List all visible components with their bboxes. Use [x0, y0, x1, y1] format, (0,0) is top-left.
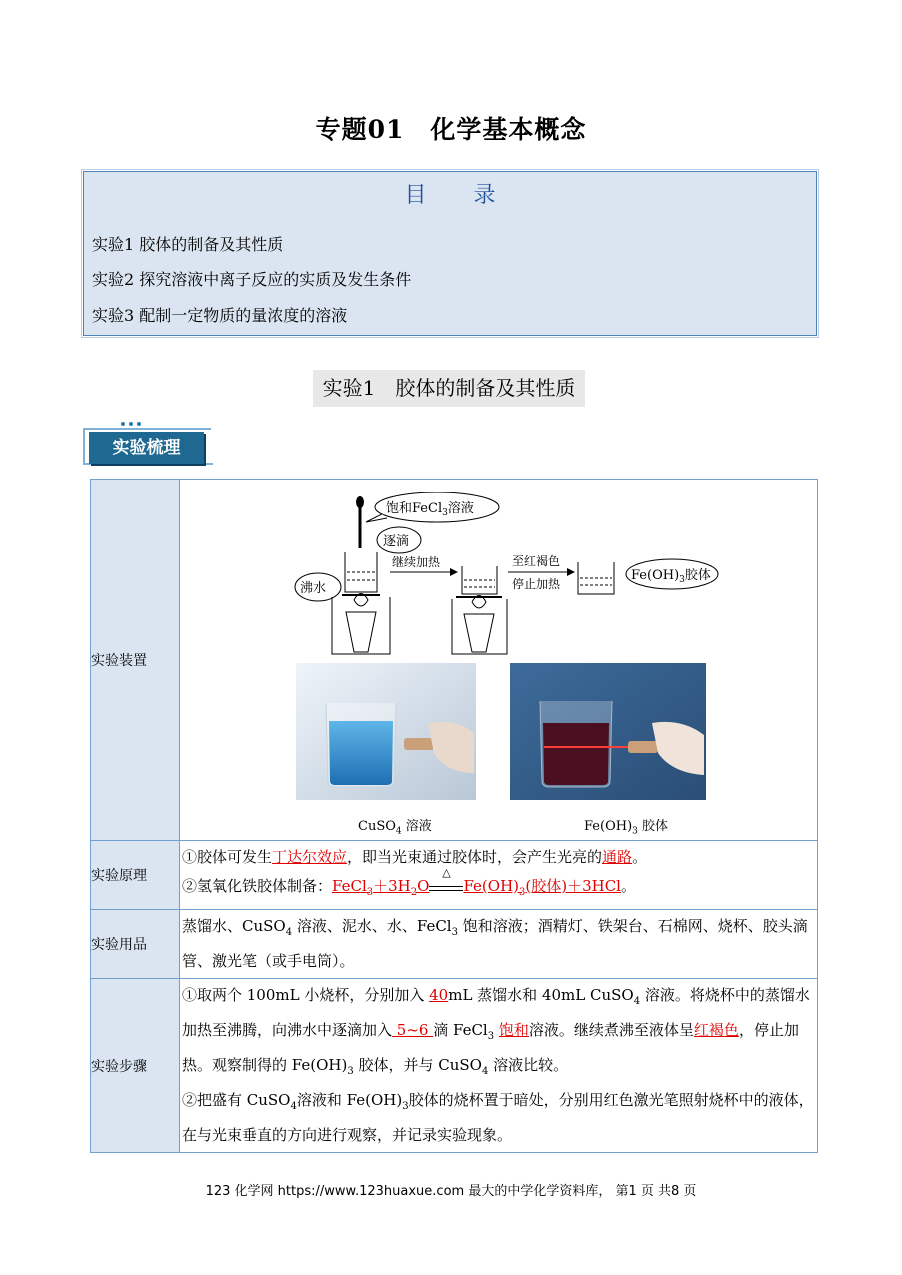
step-2: ②把盛有 CuSO$_4$溶液和 $Fe(OH)_3$胶体的烧杯置于暗处，分别用红色激光笔照射烧杯中的液体，在与光束垂直的方向进行观察，并记录实验现象。 — [182, 1091, 814, 1144]
burner-1 — [346, 612, 376, 652]
principle-line-2: ②氢氧化铁胶体制备：$FeCl_3+3H_2O$ △ $Fe(OH)_3$(胶体)＋3HCl。 — [182, 866, 636, 898]
section-badge: 实验梳理 — [89, 432, 204, 464]
product-label: $Fe(OH)_3$胶体 — [631, 568, 711, 585]
dropwise-label: 逐滴 — [383, 534, 410, 549]
page-title: 专题01 化学基本概念 — [315, 115, 587, 144]
principle-label: 实验原理 — [91, 841, 180, 910]
redbrown-label: 至红褐色 — [512, 554, 561, 568]
toc-item-3[interactable]: 实验3 配制一定物质的量浓度的溶液 — [92, 306, 348, 325]
principle-cell — [180, 841, 818, 910]
step-1: ①取两个 100mL 小烧杯，分别加入 40mL 蒸馏水和 40mL CuSO$_4$ 溶液。将烧杯中的蒸馏水加热至沸腾，向沸水中逐滴加入 5~6 滴 FeCl$_3$ 饱和溶液。继续煮沸至液体呈红褐色，停止加热。观察制得的 $Fe(OH)_3$ 胶体，并与 CuSO$_4$ 溶液比较。 — [182, 986, 810, 1077]
materials-cell: 蒸馏水、CuSO$_4$ 溶液、泥水、水、FeCl$_3$ 饱和溶液；酒精灯、铁架台、石棉网、烧杯、胶头滴管、激光笔（或手电筒）。 — [180, 910, 818, 979]
steps-cell — [180, 979, 818, 1153]
apparatus-figure — [182, 482, 815, 838]
stand-2 — [452, 599, 507, 654]
row-materials — [91, 910, 818, 979]
boiling-label: 沸水 — [300, 581, 327, 596]
table-of-contents — [83, 171, 817, 336]
page-footer: 123 化学网 https://www.123huaxue.com 最大的中学化学资料库， 第1 页 共8 页 — [205, 1184, 697, 1199]
steps-label: 实验步骤 — [91, 979, 180, 1153]
apparatus-cell — [180, 480, 818, 841]
heat-label: 继续加热 — [392, 555, 441, 569]
section-title: 实验1 胶体的制备及其性质 — [313, 370, 585, 407]
feoh3-caption: $Fe(OH)_3$ 胶体 — [584, 819, 669, 837]
laser-pointer-2 — [628, 741, 658, 753]
cuso4-caption: CuSO$_4$ 溶液 — [358, 819, 432, 837]
apparatus-diagram — [182, 492, 818, 664]
experiment-table — [90, 479, 818, 1153]
stop-label: 停止加热 — [512, 577, 561, 591]
dropper-bulb — [356, 496, 364, 508]
row-apparatus — [91, 480, 818, 841]
apparatus-label: 实验装置 — [91, 480, 180, 841]
fecl3-label: 饱和FeCl$_3$溶液 — [386, 501, 474, 518]
row-principle — [91, 841, 818, 910]
toc-heading: 目 录 — [404, 183, 516, 208]
toc-item-1[interactable]: 实验1 胶体的制备及其性质 — [92, 235, 284, 254]
materials-label: 实验用品 — [91, 910, 180, 979]
toc-item-2[interactable]: 实验2 探究溶液中离子反应的实质及发生条件 — [92, 270, 412, 289]
feoh3-photo — [510, 663, 706, 800]
badge-dots — [121, 422, 141, 426]
burner-2 — [464, 614, 494, 652]
principle-equation: $FeCl_3+3H_2O$ △ $Fe(OH)_3$(胶体)＋3HCl — [332, 866, 621, 898]
cuso4-photo — [296, 663, 476, 800]
row-steps — [91, 979, 818, 1153]
principle-line-1: ①胶体可发生丁达尔效应，即当光束通过胶体时，会产生光亮的通路。 — [182, 848, 648, 866]
laser-pointer-1 — [404, 738, 434, 750]
